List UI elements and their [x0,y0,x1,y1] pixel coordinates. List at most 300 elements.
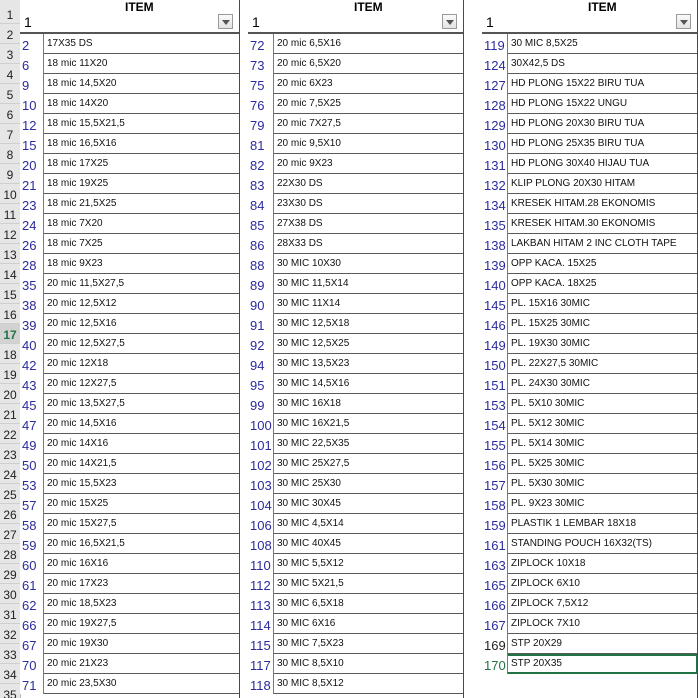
row-number: 83 [248,174,274,194]
item-name[interactable]: PL. 9X23 30MIC [511,498,585,509]
table-row[interactable] [482,474,698,494]
item-name[interactable]: 30 MIC 10X30 [277,258,341,269]
table-row[interactable] [20,414,240,434]
item-name[interactable]: 30 MIC 8,5X25 [511,38,578,49]
item-name[interactable]: 18 mic 16,5X16 [47,138,117,149]
table-row[interactable] [20,654,240,674]
item-name[interactable]: 18 mic 19X25 [47,178,109,189]
table-row[interactable] [20,534,240,554]
table-row[interactable] [248,154,464,174]
table-row[interactable] [248,314,464,334]
row-number: 117 [248,654,274,674]
item-name[interactable]: 20 mic 9,5X10 [277,138,341,149]
item-name[interactable]: 20 mic 14X21,5 [47,458,117,469]
table-row[interactable] [20,174,240,194]
row-header[interactable]: 4 [0,64,20,84]
item-name[interactable]: ZIPLOCK 6X10 [511,578,580,589]
table-row[interactable] [248,394,464,414]
row-number: 66 [20,614,44,634]
row-number: 26 [20,234,44,254]
item-name[interactable]: PL. 15X25 30MIC [511,318,590,329]
table-row[interactable] [482,354,698,374]
row-number: 86 [248,234,274,254]
row-header[interactable]: 27 [0,524,20,544]
item-name[interactable]: 20 mic 13,5X27,5 [47,398,125,409]
item-name[interactable]: 20 mic 15,5X23 [47,478,117,489]
table-row[interactable] [20,674,240,694]
row-number: 154 [482,414,508,434]
table-row[interactable] [20,54,240,74]
item-name[interactable]: KRESEK HITAM.30 EKONOMIS [511,218,656,229]
item-name[interactable]: 30 MIC 6X16 [277,618,336,629]
item-name[interactable]: 20 mic 23,5X30 [47,678,117,689]
row-header[interactable]: 7 [0,124,20,144]
item-name[interactable]: 20 mic 19X27,5 [47,618,117,629]
row-header[interactable]: 28 [0,544,20,564]
row-number: 132 [482,174,508,194]
row-number: 85 [248,214,274,234]
table-row[interactable] [248,274,464,294]
item-name[interactable]: 30 MIC 25X30 [277,478,341,489]
table-row[interactable] [248,214,464,234]
item-name[interactable]: PL. 19X30 30MIC [511,338,590,349]
table-row[interactable] [482,314,698,334]
item-name[interactable]: 30 MIC 5,5X12 [277,558,344,569]
table-row[interactable] [20,394,240,414]
row-number: 59 [20,534,44,554]
item-name[interactable]: 18 mic 11X20 [47,58,108,69]
row-number: 114 [248,614,274,634]
row-header[interactable]: 24 [0,464,20,484]
table-row[interactable] [248,54,464,74]
item-name[interactable]: HD PLONG 30X40 HIJAU TUA [511,158,650,169]
table-row[interactable] [20,354,240,374]
row-number: 118 [248,674,274,694]
row-number: 84 [248,194,274,214]
item-name[interactable]: KLIP PLONG 20X30 HITAM [511,178,636,189]
column-title: ITEM [125,0,154,14]
item-name[interactable]: 20 mic 15X25 [47,498,109,509]
item-name[interactable]: PL. 15X16 30MIC [511,298,590,309]
row-number: 104 [248,494,274,514]
item-name[interactable]: 30 MIC 5X21,5 [277,578,344,589]
item-name[interactable]: 30 MIC 16X18 [277,398,341,409]
table-row[interactable] [482,554,698,574]
item-name[interactable]: 30 MIC 22,5X35 [277,438,350,449]
item-name[interactable]: 18 mic 14X20 [47,98,109,109]
table-row[interactable] [248,634,464,654]
table-row[interactable] [248,574,464,594]
sheet-pane-2 [248,0,464,698]
item-name[interactable]: PL. 22X27,5 30MIC [511,358,599,369]
item-name[interactable]: 30 MIC 7,5X23 [277,638,344,649]
row-number: 102 [248,454,274,474]
row-number: 47 [20,414,44,434]
row-header[interactable]: 9 [0,164,20,184]
item-name[interactable]: 30 MIC 12,5X25 [277,338,350,349]
row-number: 153 [482,394,508,414]
row-number: 124 [482,54,508,74]
row-header[interactable]: 35 [0,684,20,698]
table-row[interactable] [482,434,698,454]
row-number: 81 [248,134,274,154]
row-number: 58 [20,514,44,534]
row-header[interactable]: 11 [0,204,20,224]
row-number: 103 [248,474,274,494]
item-name[interactable]: 18 mic 15,5X21,5 [47,118,125,129]
table-row[interactable] [20,114,240,134]
item-name[interactable]: KRESEK HITAM.28 EKONOMIS [511,198,656,209]
table-row[interactable] [482,114,698,134]
item-name[interactable]: PL. 5X25 30MIC [511,458,585,469]
table-row[interactable] [482,654,698,674]
table-row[interactable] [20,274,240,294]
column-border [239,0,240,698]
table-row[interactable] [248,374,464,394]
row-number: 159 [482,514,508,534]
table-row[interactable] [482,134,698,154]
item-name[interactable]: 30 MIC 8,5X10 [277,658,344,669]
column-header [20,0,240,34]
table-row[interactable] [248,534,464,554]
row-number: 146 [482,314,508,334]
filter-dropdown-button[interactable] [218,14,233,29]
row-header[interactable]: 22 [0,424,20,444]
table-row[interactable] [20,294,240,314]
item-name[interactable]: 18 mic 21,5X25 [47,198,117,209]
row-header[interactable]: 13 [0,244,20,264]
item-name[interactable]: 20 mic 16,5X21,5 [47,538,125,549]
item-name[interactable]: 20 mic 19X30 [47,638,109,649]
table-row[interactable] [248,414,464,434]
item-name[interactable]: 20 mic 21X23 [47,658,109,669]
table-row[interactable] [482,514,698,534]
table-row[interactable] [482,254,698,274]
item-name[interactable]: 30 MIC 11,5X14 [277,278,349,289]
row-number: 151 [482,374,508,394]
item-name[interactable]: PL. 5X14 30MIC [511,438,585,449]
item-name[interactable]: 23X30 DS [277,198,323,209]
table-row[interactable] [482,374,698,394]
table-row[interactable] [20,214,240,234]
table-row[interactable] [20,434,240,454]
table-row[interactable] [248,594,464,614]
table-row[interactable] [482,414,698,434]
row-header-column [0,0,21,698]
table-row[interactable] [20,494,240,514]
row-number: 38 [20,294,44,314]
item-name[interactable]: ZIPLOCK 7,5X12 [511,598,589,609]
item-name[interactable]: 30X42,5 DS [511,58,565,69]
table-row[interactable] [20,314,240,334]
table-row[interactable] [20,74,240,94]
row-number: 101 [248,434,274,454]
table-row[interactable] [20,254,240,274]
table-row[interactable] [482,294,698,314]
row-number: 82 [248,154,274,174]
table-row[interactable] [482,174,698,194]
table-row[interactable] [482,594,698,614]
row-number: 9 [20,74,44,94]
item-name[interactable]: 22X30 DS [277,178,323,189]
item-name[interactable]: PLASTIK 1 LEMBAR 18X18 [511,518,637,529]
row-number: 45 [20,394,44,414]
sheet-pane-3 [482,0,698,698]
item-name[interactable]: STP 20X29 [511,638,562,649]
item-name[interactable]: ZIPLOCK 10X18 [511,558,586,569]
item-name[interactable]: PL. 24X30 30MIC [511,378,590,389]
table-row[interactable] [482,154,698,174]
item-name[interactable]: STP 20X35 [511,658,562,669]
row-number: 131 [482,154,508,174]
item-name[interactable]: 18 mic 17X25 [47,158,109,169]
item-name[interactable]: 30 MIC 6,5X18 [277,598,344,609]
item-name[interactable]: 20 mic 6X23 [277,78,333,89]
row-number: 158 [482,494,508,514]
row-header[interactable]: 15 [0,284,20,304]
item-name[interactable]: 20 mic 12X27,5 [47,378,117,389]
table-row[interactable] [482,274,698,294]
item-name[interactable]: 30 MIC 8,5X12 [277,678,344,689]
row-number: 61 [20,574,44,594]
table-row[interactable] [248,434,464,454]
table-row[interactable] [482,494,698,514]
item-name[interactable]: PL. 5X10 30MIC [511,398,585,409]
row-number: 112 [248,574,274,594]
row-header[interactable]: 31 [0,604,20,624]
item-name[interactable]: 20 mic 15X27,5 [47,518,117,529]
table-row[interactable] [20,474,240,494]
row-header[interactable]: 21 [0,404,20,424]
item-name[interactable]: HD PLONG 15X22 BIRU TUA [511,78,645,89]
row-number: 49 [20,434,44,454]
row-number: 135 [482,214,508,234]
row-header[interactable]: 10 [0,184,20,204]
item-name[interactable]: 20 mic 14,5X16 [47,418,117,429]
row-number: 145 [482,294,508,314]
row-number: 150 [482,354,508,374]
table-row[interactable] [20,334,240,354]
row-number: 79 [248,114,274,134]
row-header[interactable]: 19 [0,364,20,384]
row-header[interactable]: 2 [0,24,20,44]
row-header[interactable]: 20 [0,384,20,404]
table-row[interactable] [248,174,464,194]
table-row[interactable] [482,574,698,594]
item-name[interactable]: STANDING POUCH 16X32(TS) [511,538,652,549]
row-number: 163 [482,554,508,574]
item-name[interactable]: 18 mic 7X25 [47,238,103,249]
table-row[interactable] [248,234,464,254]
table-row[interactable] [482,614,698,634]
item-name[interactable]: 28X33 DS [277,238,323,249]
item-name[interactable]: 30 MIC 25X27,5 [277,458,350,469]
item-name[interactable]: 18 mic 7X20 [47,218,103,229]
item-name[interactable]: 20 mic 7,5X25 [277,98,341,109]
filter-dropdown-button[interactable] [676,14,691,29]
item-name[interactable]: 17X35 DS [47,38,93,49]
table-row[interactable] [482,234,698,254]
item-name[interactable]: 20 mic 11,5X27,5 [47,278,125,289]
table-row[interactable] [482,334,698,354]
table-row[interactable] [20,514,240,534]
row-number: 75 [248,74,274,94]
table-row[interactable] [482,94,698,114]
item-name[interactable]: 20 mic 6,5X20 [277,58,341,69]
table-row[interactable] [248,514,464,534]
item-name[interactable]: 30 MIC 40X45 [277,538,341,549]
table-row[interactable] [20,554,240,574]
table-row[interactable] [248,554,464,574]
item-name[interactable]: 30 MIC 30X45 [277,498,341,509]
table-row[interactable] [482,214,698,234]
row-number: 95 [248,374,274,394]
column-header [482,0,698,34]
row-header[interactable]: 16 [0,304,20,324]
row-number: 106 [248,514,274,534]
table-row[interactable] [20,454,240,474]
row-number: 90 [248,294,274,314]
row-header[interactable]: 33 [0,644,20,664]
item-name[interactable]: 30 MIC 4,5X14 [277,518,344,529]
table-row[interactable] [248,494,464,514]
row-number: 24 [20,214,44,234]
table-row[interactable] [20,34,240,54]
row-number: 35 [20,274,44,294]
table-row[interactable] [482,634,698,654]
table-row[interactable] [482,74,698,94]
item-name[interactable]: HD PLONG 25X35 BIRU TUA [511,138,645,149]
table-row[interactable] [248,294,464,314]
item-name[interactable]: 20 mic 6,5X16 [277,38,341,49]
table-row[interactable] [20,234,240,254]
row-header[interactable]: 26 [0,504,20,524]
row-header[interactable]: 5 [0,84,20,104]
item-name[interactable]: 20 mic 17X23 [47,578,109,589]
row-number: 88 [248,254,274,274]
item-name[interactable]: PL. 5X12 30MIC [511,418,585,429]
table-row[interactable] [248,334,464,354]
table-row[interactable] [248,454,464,474]
item-name[interactable]: 20 mic 12,5X27,5 [47,338,125,349]
table-row[interactable] [20,614,240,634]
table-row[interactable] [20,134,240,154]
table-row[interactable] [482,454,698,474]
table-row[interactable] [20,634,240,654]
row-number: 138 [482,234,508,254]
row-number: 15 [20,134,44,154]
table-row[interactable] [482,534,698,554]
row-header[interactable]: 18 [0,344,20,364]
row-header[interactable]: 30 [0,584,20,604]
row-number: 12 [20,114,44,134]
row-number: 167 [482,614,508,634]
row-header[interactable]: 3 [0,44,20,64]
item-name[interactable]: HD PLONG 15X22 UNGU [511,98,628,109]
table-row[interactable] [248,614,464,634]
item-name[interactable]: 20 mic 16X16 [47,558,109,569]
row-number: 20 [20,154,44,174]
table-row[interactable] [248,194,464,214]
table-row[interactable] [248,474,464,494]
item-name[interactable]: 20 mic 12X18 [47,358,109,369]
item-name[interactable]: 20 mic 9X23 [277,158,333,169]
table-row[interactable] [248,34,464,54]
row-header[interactable]: 34 [0,664,20,684]
table-row[interactable] [20,194,240,214]
item-name[interactable]: 18 mic 9X23 [47,258,103,269]
table-row[interactable] [248,94,464,114]
item-name[interactable]: 20 mic 12,5X12 [47,298,117,309]
item-name[interactable]: 30 MIC 16X21,5 [277,418,350,429]
item-name[interactable]: 20 mic 7X27,5 [277,118,341,129]
header-row-number: 1 [486,14,494,30]
item-name[interactable]: ZIPLOCK 7X10 [511,618,580,629]
column-border [463,0,464,698]
table-row[interactable] [20,154,240,174]
table-row[interactable] [20,574,240,594]
filter-dropdown-button[interactable] [442,14,457,29]
row-header[interactable]: 29 [0,564,20,584]
column-title: ITEM [354,0,383,14]
table-row[interactable] [482,54,698,74]
row-header[interactable]: 32 [0,624,20,644]
item-name[interactable]: LAKBAN HITAM 2 INC CLOTH TAPE [511,238,677,249]
column-title: ITEM [588,0,617,14]
row-number: 166 [482,594,508,614]
table-row[interactable] [20,374,240,394]
item-name[interactable]: 20 mic 14X16 [47,438,109,449]
table-row[interactable] [20,594,240,614]
table-row[interactable] [248,74,464,94]
item-name[interactable]: 30 MIC 13,5X23 [277,358,350,369]
row-header[interactable]: 25 [0,484,20,504]
table-row[interactable] [482,194,698,214]
table-row[interactable] [20,94,240,114]
row-header[interactable]: 1 [0,4,20,24]
table-row[interactable] [482,394,698,414]
item-name[interactable]: 27X38 DS [277,218,323,229]
table-row[interactable] [482,34,698,54]
row-number: 119 [482,34,508,54]
row-number: 23 [20,194,44,214]
item-name[interactable]: OPP KACA. 15X25 [511,258,597,269]
item-name[interactable]: 30 MIC 11X14 [277,298,341,309]
column-header [248,0,464,34]
item-name[interactable]: OPP KACA. 18X25 [511,278,597,289]
row-header[interactable]: 23 [0,444,20,464]
row-header[interactable]: 8 [0,144,20,164]
row-header[interactable]: 14 [0,264,20,284]
item-name[interactable]: PL. 5X30 30MIC [511,478,585,489]
item-name[interactable]: 20 mic 18,5X23 [47,598,117,609]
item-name[interactable]: 18 mic 14,5X20 [47,78,117,89]
table-row[interactable] [248,674,464,694]
table-row[interactable] [248,114,464,134]
item-name[interactable]: 20 mic 12,5X16 [47,318,117,329]
row-number: 129 [482,114,508,134]
item-name[interactable]: 30 MIC 12,5X18 [277,318,350,329]
table-row[interactable] [248,354,464,374]
table-row[interactable] [248,254,464,274]
row-header[interactable]: 12 [0,224,20,244]
item-name[interactable]: 30 MIC 14,5X16 [277,378,350,389]
row-header[interactable]: 6 [0,104,20,124]
table-row[interactable] [248,134,464,154]
table-row[interactable] [248,654,464,674]
item-name[interactable]: HD PLONG 20X30 BIRU TUA [511,118,645,129]
row-header[interactable]: 17 [0,324,20,344]
